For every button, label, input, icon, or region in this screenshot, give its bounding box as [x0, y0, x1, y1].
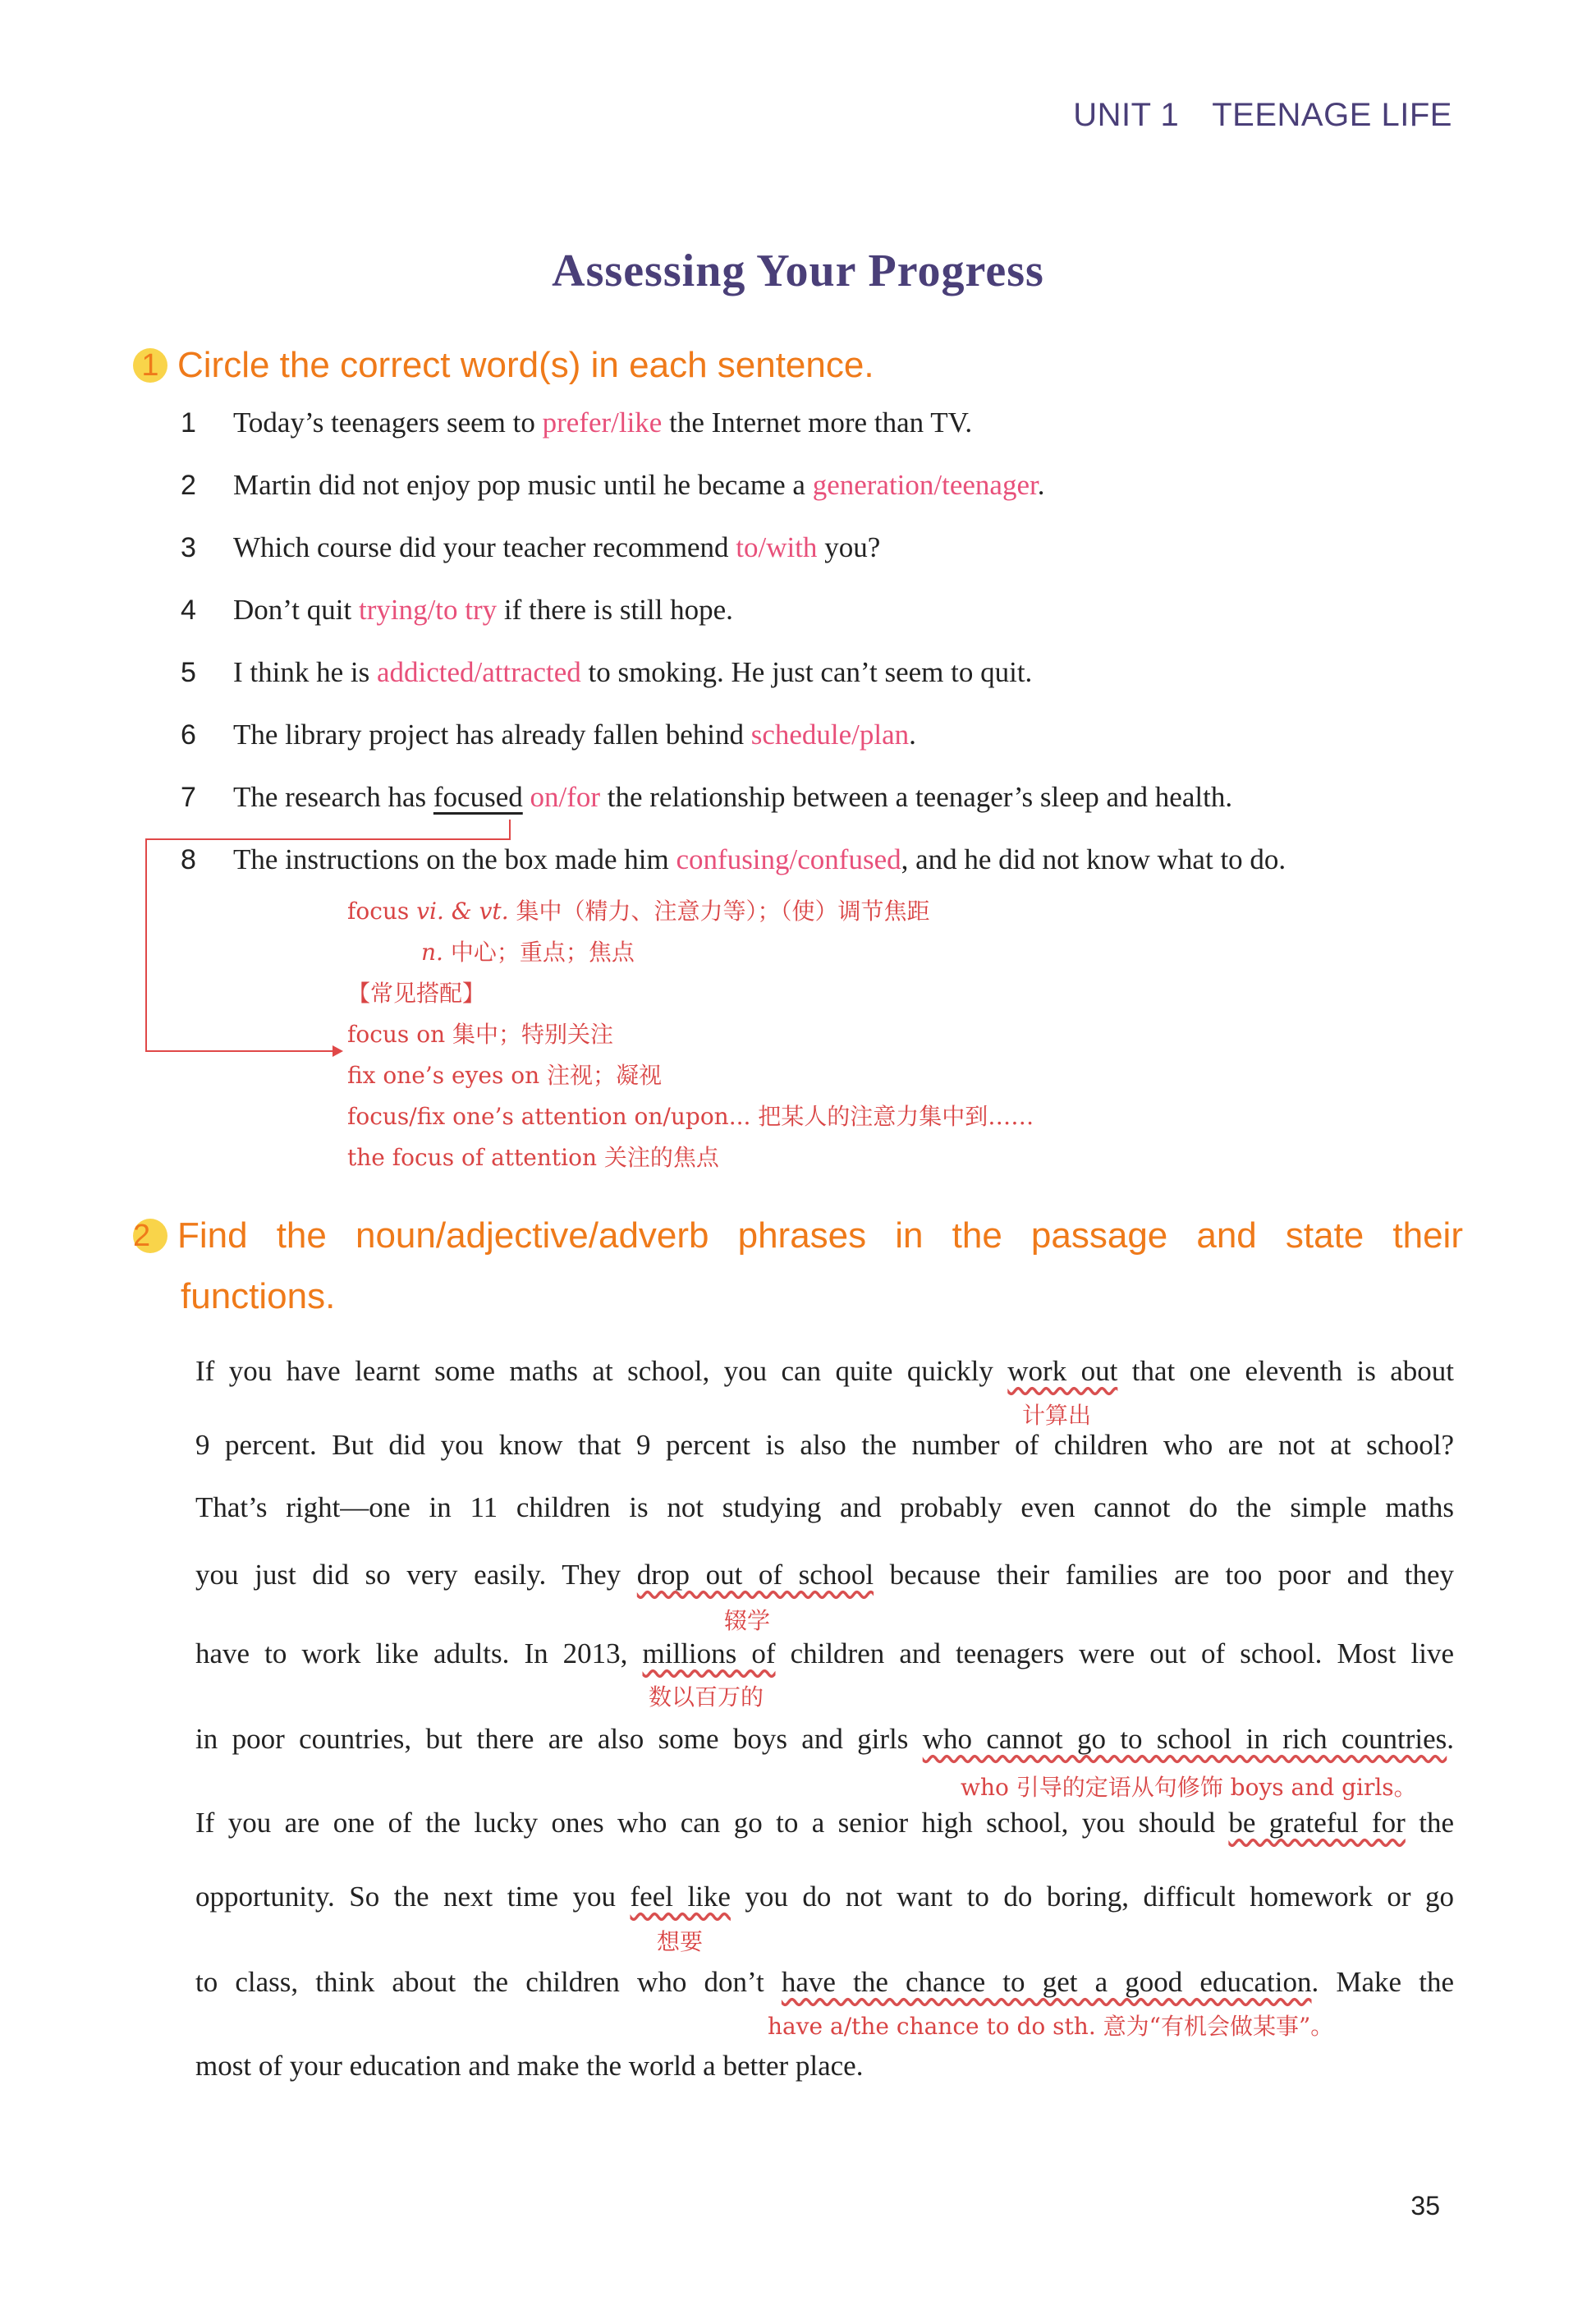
passage-line-8 [195, 1881, 1454, 1913]
note-pos: n. [421, 939, 443, 966]
page-number: 35 [1410, 2191, 1440, 2220]
note-line-2 [347, 932, 1034, 973]
note-collocation: fix one’s eyes on 注视；凝视 [347, 1062, 663, 1089]
answer-choice[interactable]: addicted/attracted [376, 656, 581, 688]
sentence-1 [181, 406, 972, 439]
passage-text: you just did so very easily. They [195, 1559, 637, 1591]
gloss-have-the-chance: have a/the chance to do sth. 意为“有机会做某事”。 [768, 2013, 1334, 2040]
answer-choice[interactable]: to/with [736, 531, 818, 563]
sentence-text: you? [817, 531, 881, 563]
sentence-7 [181, 781, 1232, 814]
sentence-number: 5 [181, 657, 196, 688]
sentence-number: 1 [181, 407, 196, 439]
passage-line-4 [195, 1559, 1454, 1591]
passage-text: because their families are too poor and they [874, 1559, 1454, 1591]
passage-line-5 [195, 1637, 1454, 1670]
sentence-5 [181, 656, 1032, 689]
answer-choice[interactable]: generation/teenager [812, 469, 1038, 501]
note-collocation: focus/fix one’s attention on/upon... 把某人的注意力集中到…… [347, 1103, 1034, 1130]
passage-text: you do not want to do boring, difficult homework or go [730, 1881, 1454, 1913]
sentence-text: Which course did your teacher recommend [233, 531, 736, 563]
passage-line-7 [195, 1807, 1454, 1839]
gloss-feel-like: 想要 [657, 1928, 704, 1955]
section-2-number: 2 [133, 1219, 167, 1253]
sentence-number: 4 [181, 595, 196, 626]
sentence-number: 7 [181, 782, 196, 813]
phrase-drop-out-of-school: drop out of school [636, 1559, 874, 1591]
passage-text: that one eleventh is about [1117, 1355, 1454, 1387]
passage-text: the [1405, 1807, 1454, 1839]
answer-choice[interactable]: prefer/like [542, 406, 663, 439]
unit-label: UNIT 1 [1073, 97, 1180, 133]
sentence-number: 8 [181, 844, 196, 875]
sentence-2 [181, 469, 1044, 502]
sentence-text: I think he is [233, 656, 377, 688]
sentence-text: . [1037, 469, 1045, 501]
passage-line-10: most of your education and make the world a better place. [195, 2050, 864, 2082]
page-title: Assessing Your Progress [552, 246, 1044, 296]
passage-text: to class, think about the children who don’t [195, 1966, 782, 1998]
answer-choice[interactable]: on/for [530, 781, 601, 813]
note-word: focus [347, 898, 417, 925]
section-1-number: 1 [133, 348, 167, 383]
passage-text: . Make the [1311, 1966, 1455, 1998]
sentence-text: The library project has already fallen behind [233, 719, 751, 751]
gloss-millions-of: 数以百万的 [649, 1683, 764, 1711]
passage-text: in poor countries, but there are also some boys and girls [195, 1723, 923, 1755]
gloss-work-out: 计算出 [1022, 1402, 1092, 1429]
passage-text: opportunity. So the next time you [195, 1881, 631, 1913]
sentence-3 [181, 531, 880, 564]
passage-text: If you have learnt some maths at school, you can quite quickly [195, 1355, 1008, 1387]
passage-text: . [1447, 1723, 1454, 1755]
section-2-heading [133, 1215, 1463, 1317]
section-1-heading [133, 345, 874, 386]
passage-text: have to work like adults. In 2013, [195, 1637, 643, 1669]
sentence-8 [181, 843, 1286, 876]
passage-text: children and teenagers were out of school. Most live [775, 1637, 1454, 1669]
sentence-text: the relationship between a teenager’s sleep and health. [600, 781, 1233, 813]
sentence-text: Martin did not enjoy pop music until he became a [233, 469, 813, 501]
sentence-text: . [909, 719, 916, 751]
answer-choice[interactable]: trying/to try [358, 594, 498, 626]
passage-line-6 [195, 1723, 1454, 1756]
sentence-text: Today’s teenagers seem to [233, 406, 543, 439]
gloss-drop-out: 辍学 [724, 1607, 771, 1634]
passage-text: If you are one of the lucky ones who can go to a senior high school, you should [195, 1807, 1229, 1839]
section-2-heading-line-1: Find the noun/adjective/adverb phrases in the passage and state their [177, 1215, 1463, 1256]
unit-header [1073, 97, 1452, 134]
sentence-text: the Internet more than TV. [662, 406, 973, 439]
note-line-1 [347, 891, 1034, 932]
vocabulary-note [347, 891, 1034, 1178]
phrase-millions-of: millions of [642, 1637, 776, 1669]
phrase-relative-clause: who cannot go to school in rich countries [922, 1723, 1447, 1755]
note-collocation: focus on 集中；特别关注 [347, 1021, 613, 1048]
note-collocation: the focus of attention 关注的焦点 [347, 1144, 719, 1171]
sentence-4 [181, 594, 733, 627]
sentence-text: , and he did not know what to do. [901, 843, 1286, 875]
answer-choice[interactable]: confusing/confused [676, 843, 901, 875]
sentence-text: to smoking. He just can’t seem to quit. [580, 656, 1033, 688]
phrase-feel-like: feel like [630, 1881, 731, 1913]
section-1-heading-text: Circle the correct word(s) in each sentence. [177, 345, 874, 385]
passage-line-9 [195, 1966, 1454, 1999]
sentence-text: Don’t quit [233, 594, 359, 626]
passage-line-1 [195, 1355, 1454, 1388]
phrase-have-the-chance: have the chance to get a good education [781, 1966, 1312, 1998]
note-pos: vi. & vt. [416, 898, 509, 925]
sentence-number: 6 [181, 719, 196, 751]
unit-name: TEENAGE LIFE [1212, 97, 1452, 133]
sentence-6 [181, 719, 916, 751]
passage-line-3: That’s right—one in 11 children is not studying and probably even cannot do the simple maths [195, 1491, 1454, 1523]
note-def: 集中（精力、注意力等）；（使）调节焦距 [508, 898, 930, 925]
gloss-relative-clause: who 引导的定语从句修饰 boys and girls。 [961, 1774, 1417, 1801]
sentence-text: if there is still hope. [497, 594, 733, 626]
section-2-heading-line-2: functions. [181, 1276, 336, 1316]
note-collocation-heading: 【常见搭配】 [347, 980, 486, 1007]
sentence-text: The research has [233, 781, 433, 813]
sentence-number: 2 [181, 470, 196, 501]
answer-choice[interactable]: schedule/plan [750, 719, 910, 751]
phrase-work-out: work out [1007, 1355, 1118, 1387]
marked-word-focused: focused [433, 781, 523, 813]
phrase-be-grateful-for: be grateful for [1228, 1807, 1406, 1839]
passage-line-2: 9 percent. But did you know that 9 percent is also the number of children who are not at school? [195, 1429, 1454, 1461]
sentence-text: The instructions on the box made him [233, 843, 676, 875]
sentence-text [523, 781, 530, 813]
note-def: 中心；重点；焦点 [443, 939, 635, 966]
sentence-number: 3 [181, 532, 196, 563]
